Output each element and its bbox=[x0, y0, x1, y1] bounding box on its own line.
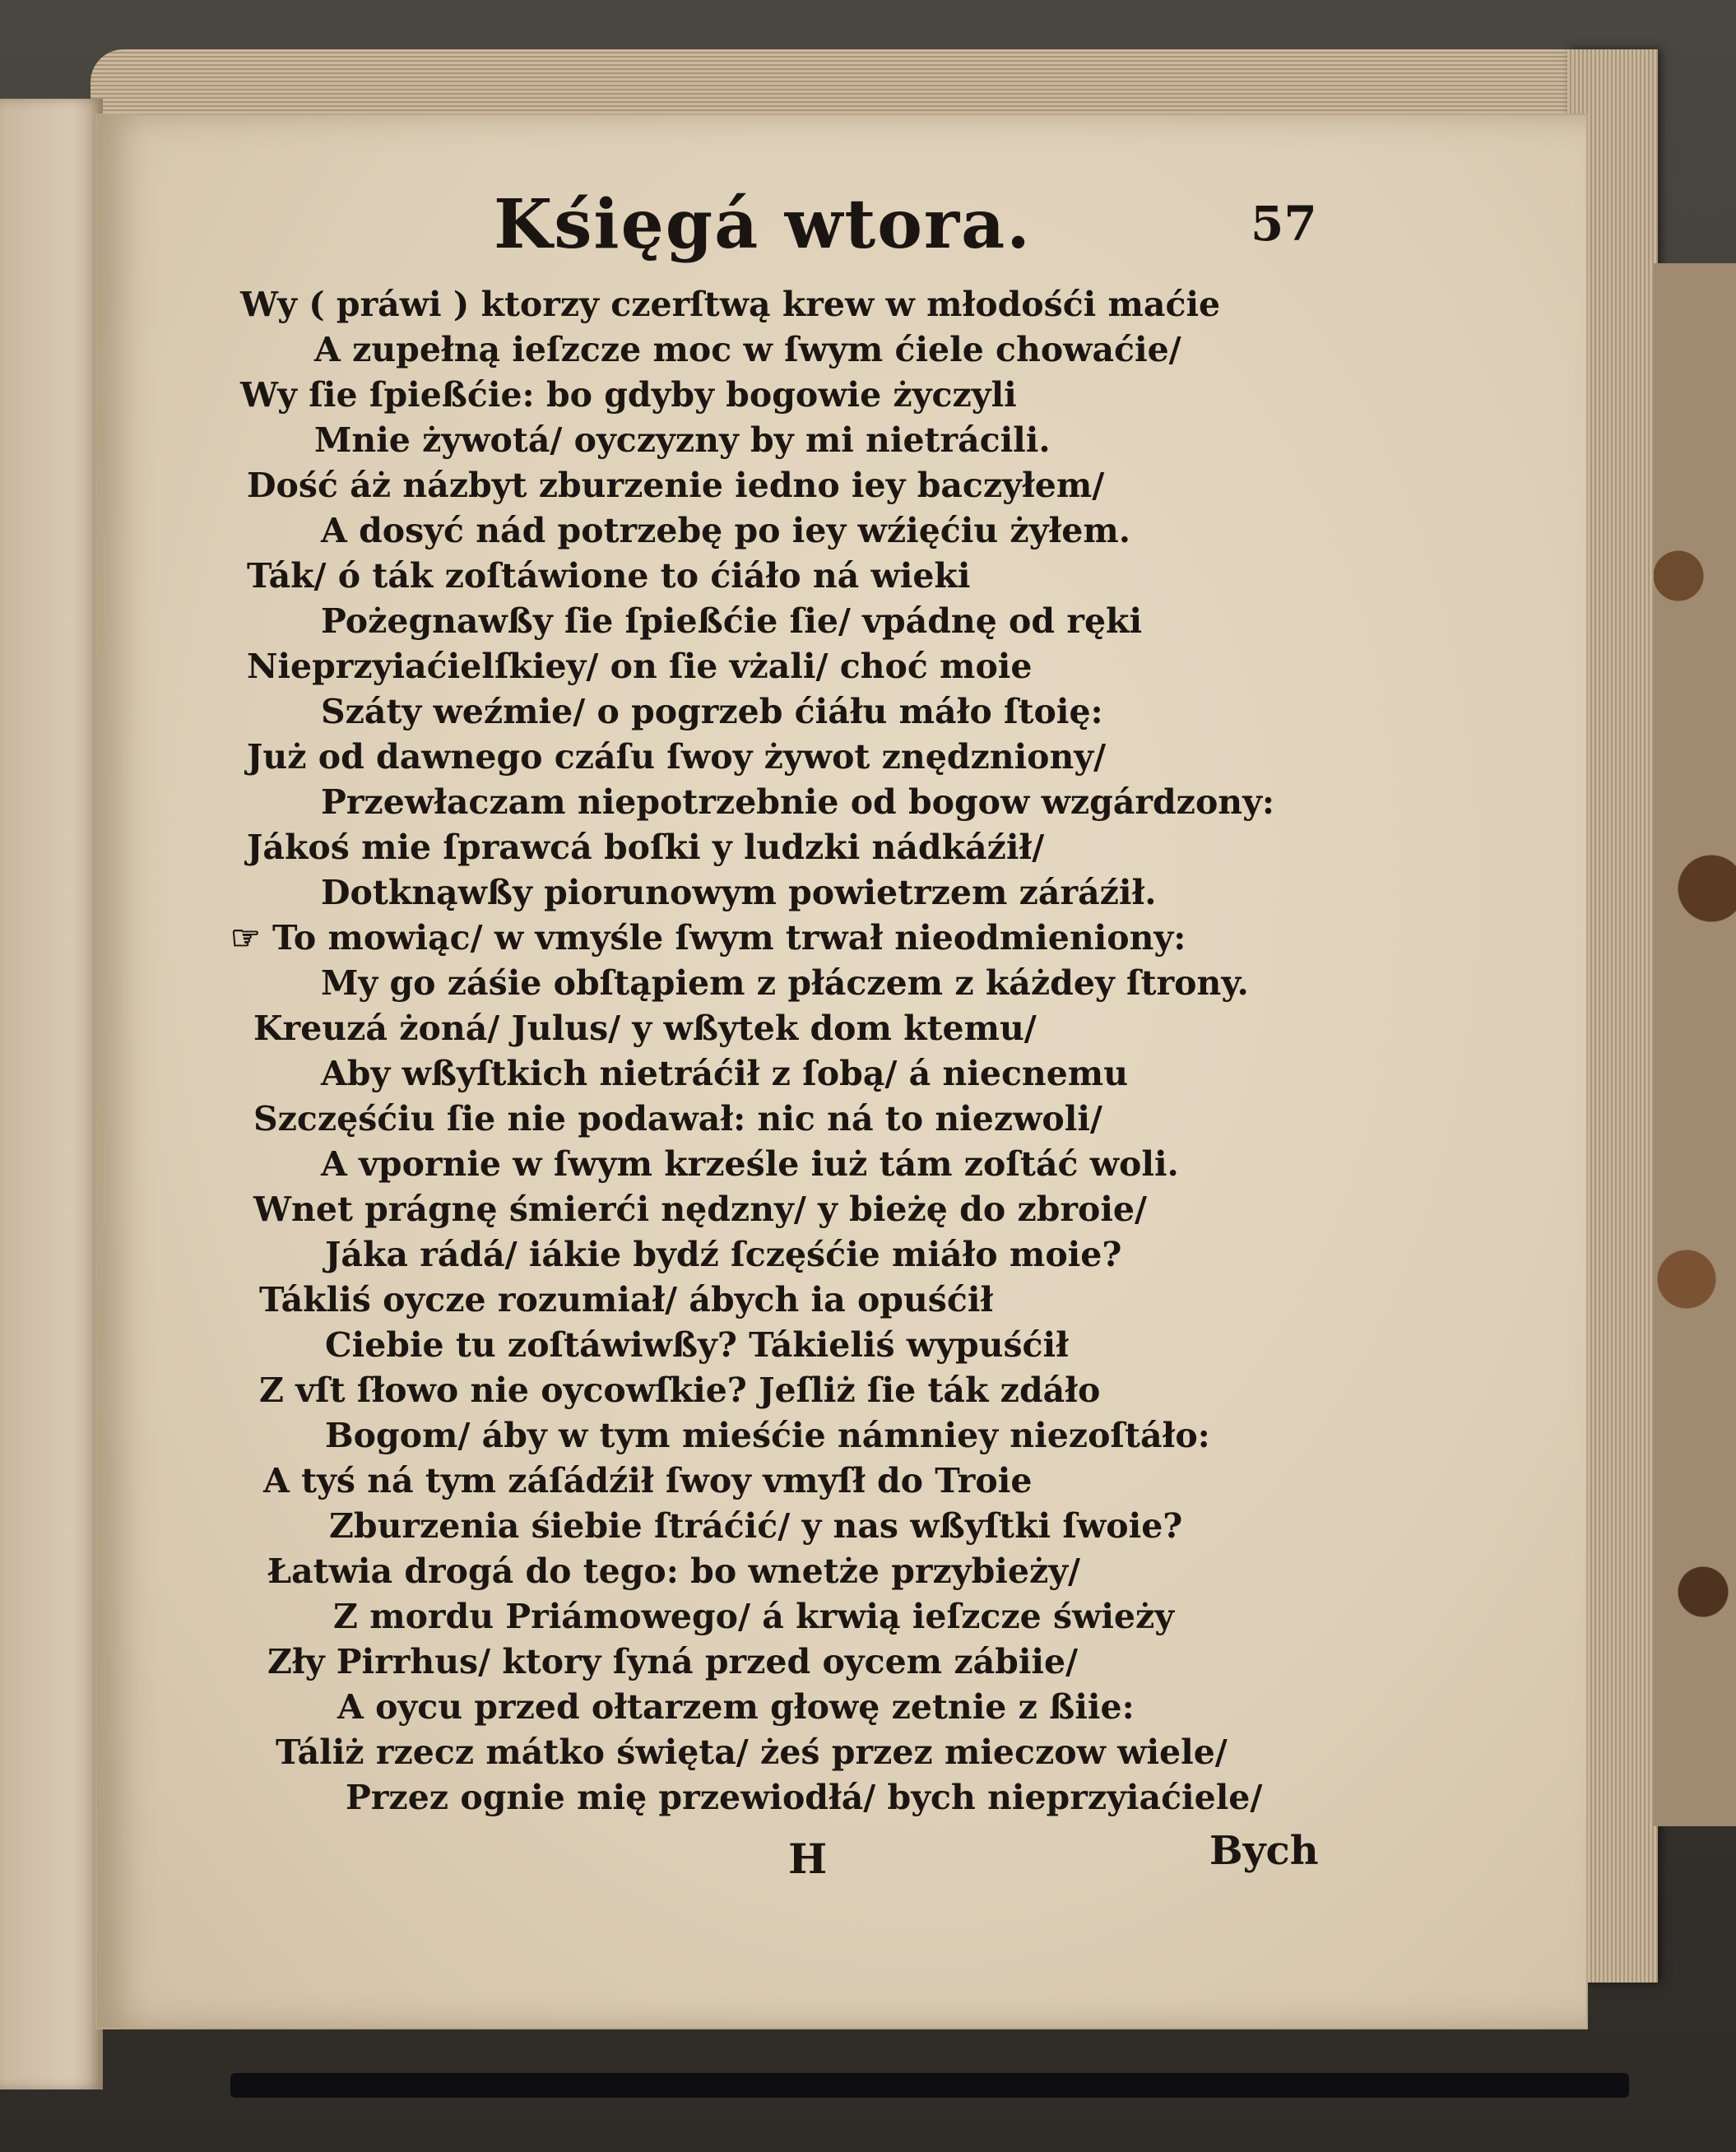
verse-line: Wy ſie ſpießćie: bo gdyby bogowie życzyli bbox=[240, 375, 1017, 415]
verse-line: Jákoś mie ſprawcá boſki y ludzki nádkáźił/ bbox=[247, 828, 1045, 867]
catchword: Bych bbox=[1209, 1828, 1319, 1874]
verse-line: Przez ognie mię przewiodłá/ bych nieprzyiaćiele/ bbox=[346, 1778, 1263, 1817]
verse-line: Z vſt ſłowo nie oycowſkie? Jeſliż ſie ták zdáło bbox=[259, 1371, 1101, 1410]
running-head: Kśięgá wtora. bbox=[494, 185, 1032, 264]
verse-line: Wy ( práwi ) ktorzy czerſtwą krew w młodośći maćie bbox=[240, 285, 1221, 324]
verse-line: A oycu przed ołtarzem głowę zetnie z ßiie: bbox=[337, 1687, 1135, 1727]
verse-line: Táliż rzecz mátko święta/ żeś przez mieczow wiele/ bbox=[276, 1732, 1228, 1772]
verse-line: Zburzenia śiebie ſtráćić/ y nas wßyſtki ſwoie? bbox=[329, 1506, 1183, 1546]
verse-line: Jáka rádá/ iákie bydź ſczęśćie miáło moie? bbox=[325, 1235, 1122, 1274]
verse-line: My go záśie obſtąpiem z płáczem z káżdey ſtrony. bbox=[321, 963, 1249, 1003]
verse-line: ☞ To mowiąc/ w vmyśle ſwym trwał nieodmieniony: bbox=[230, 918, 1186, 958]
verse-line: Szczęśćiu ſie nie podawał: nic ná to niezwoli/ bbox=[253, 1099, 1102, 1139]
verse-line: Dotknąwßy piorunowym powietrzem záráźił. bbox=[321, 873, 1157, 912]
verse-line: Wnet prágnę śmierći nędzny/ y bieżę do zbroie/ bbox=[253, 1190, 1147, 1229]
verse-line: Dość áż názbyt zburzenie iedno iey baczyłem/ bbox=[247, 466, 1105, 505]
verse-line: Tákliś oycze rozumiał/ ábych ia opuśćił bbox=[259, 1280, 994, 1319]
verse-line: Száty weźmie/ o pogrzeb ćiáłu máło ſtoię: bbox=[321, 692, 1103, 731]
verse-line: Aby wßyſtkich nietráćił z ſobą/ á niecnemu bbox=[321, 1054, 1128, 1093]
verse-line: Pożegnawßy ſie ſpießćie ſie/ vpádnę od ręki bbox=[321, 601, 1143, 641]
signature-mark: H bbox=[788, 1834, 828, 1883]
verse-line: Kreuzá żoná/ Julus/ y wßytek dom ktemu/ bbox=[253, 1009, 1037, 1048]
verse-line: Bogom/ áby w tym mieśćie námniey niezoſtáło: bbox=[325, 1416, 1210, 1455]
verse-line: Już od dawnego czáſu ſwoy żywot znędzniony/ bbox=[247, 737, 1107, 777]
page-number: 57 bbox=[1251, 196, 1317, 252]
bottom-shadow bbox=[230, 2073, 1629, 2098]
verse-line: Mnie żywotá/ oyczyzny by mi nietrácili. bbox=[314, 420, 1051, 460]
verse-line: Łatwia drogá do tego: bo wnetże przybieży/ bbox=[267, 1551, 1081, 1591]
verse-line: Z mordu Priámowego/ á krwią ieſzcze świeży bbox=[333, 1597, 1175, 1636]
verse-line: A tyś ná tym záſádźił ſwoy vmyſł do Troie bbox=[263, 1461, 1033, 1500]
verse-line: Przewłaczam niepotrzebnie od bogow wzgárdzony: bbox=[321, 782, 1275, 822]
page-edges-top bbox=[91, 49, 1596, 123]
verse-line: A zupełną ieſzcze moc w ſwym ćiele chowaćie/ bbox=[314, 330, 1181, 369]
verse-line: Nieprzyiaćielſkiey/ on ſie vżali/ choć moie bbox=[247, 647, 1033, 686]
verse-line: A dosyć nád potrzebę po iey wźięćiu żyłem. bbox=[321, 511, 1131, 550]
verse-line: A vpornie w ſwym krześle iuż tám zoſtáć woli. bbox=[321, 1144, 1179, 1184]
marbled-board bbox=[1654, 263, 1736, 1826]
left-page-edge bbox=[0, 99, 103, 2089]
verse-line: Ták/ ó ták zoſtáwione to ćiáło ná wieki bbox=[247, 556, 971, 596]
verse-line: Ciebie tu zoſtáwiwßy? Tákieliś wypuśćił bbox=[325, 1325, 1069, 1365]
verse-line: Zły Pirrhus/ ktory ſyná przed oycem zábiie/ bbox=[267, 1642, 1079, 1681]
